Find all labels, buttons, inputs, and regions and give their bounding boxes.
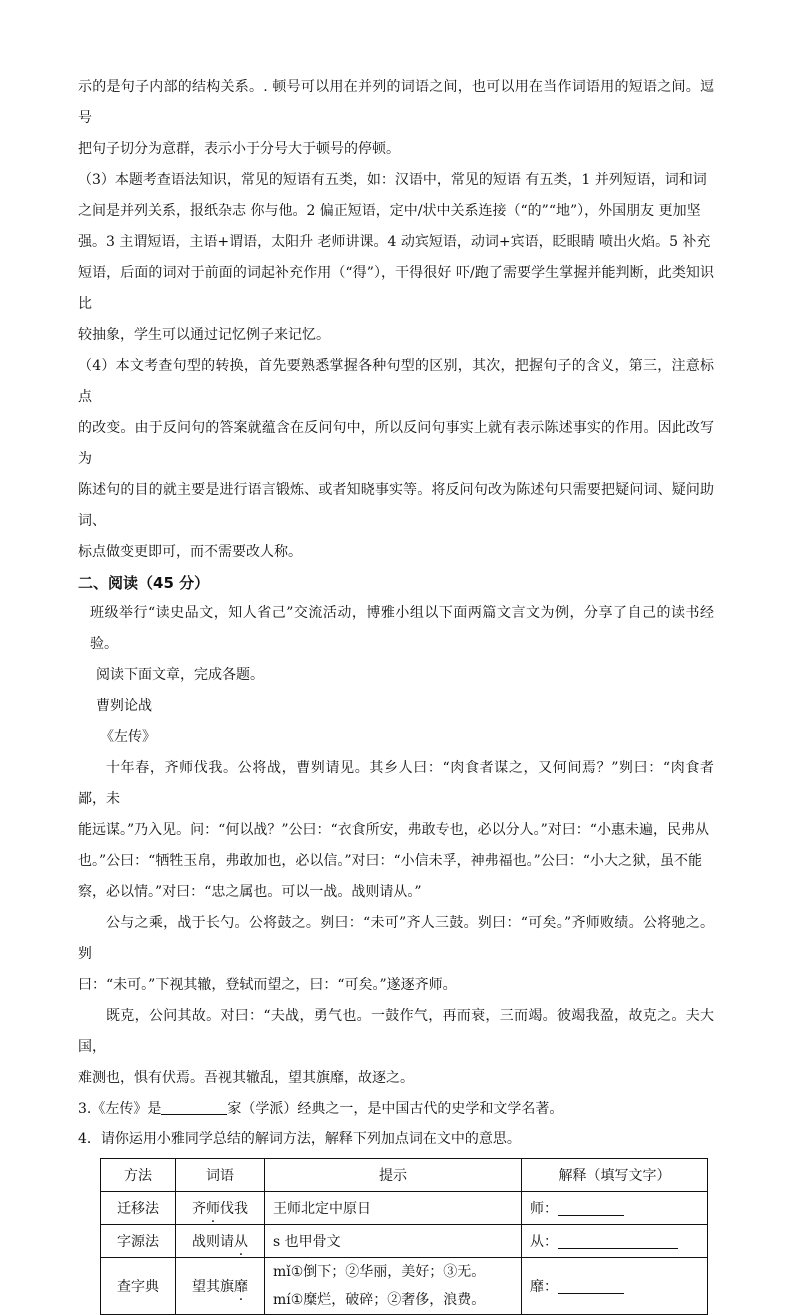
method-table [100,1158,708,1315]
analysis-line: 陈述句的目的就主要是进行语言锻炼、或者知晓事实等。将反问句改为陈述句只需要把疑问词、疑问助词、 [78,482,714,529]
section-instruction: 阅读下面文章，完成各题。 [96,667,264,683]
question-3-blank[interactable] [161,1100,227,1115]
analysis-line: 之间是并列关系，报纸杂志 你与他。2 偏正短语，定中/状中关系连接（“的”“地”），外国朋友 更加坚 [78,203,701,219]
article-line: 察，必以情。”对曰：“忠之属也。可以一战。战则请从。” [78,884,422,900]
analysis-line: 的改变。由于反问句的答案就蕴含在反问句中，所以反问句事实上就有表示陈述事实的作用。因此改写为 [78,420,714,467]
table-cell-word: 战则请从 [176,1225,265,1258]
table-row [101,1225,708,1258]
table-header: 方法 [101,1159,176,1192]
analysis-line: 短语，后面的词对于前面的词起补充作用（“得”），干得很好 吓/跑了需要学生掌握并能判断，此类知识比 [78,265,714,312]
article-title: 曹刿论战 [96,698,152,714]
article-line: 曰：“未可。”下视其辙，登轼而望之，曰：“可矣。”遂逐齐师。 [78,977,457,993]
article-line: 难测也，惧有伏焉。吾视其辙乱，望其旗靡，故逐之。 [78,1070,414,1086]
table-cell-method: 查字典 [101,1258,176,1315]
table-cell-answer[interactable]: 从： [522,1225,708,1258]
analysis-line: 示的是句子内部的结构关系。. 顿号可以用在并列的词语之间，也可以用在当作词语用的短语之间。逗号 [78,79,714,126]
article-source: 《左传》 [100,729,156,745]
question-3-suffix: 家（学派）经典之一，是中国古代的史学和文学名著。 [227,1101,564,1117]
answer-blank[interactable] [558,1234,678,1249]
section-intro: 班级举行“读史品文，知人省己”交流活动，博雅小组以下面两篇文言文为例，分享了自己的读书经验。 [90,605,714,652]
question-3-prefix: 3.《左传》是 [78,1101,162,1117]
table-header: 提示 [265,1159,522,1192]
analysis-line: 较抽象，学生可以通过记忆例子来记忆。 [78,327,330,343]
answer-blank[interactable] [558,1201,624,1216]
answer-blank[interactable] [558,1279,624,1294]
section-title: 二、阅读（45 分） [78,574,210,592]
table-header-row [101,1159,708,1192]
dotted-character: 从 [234,1234,248,1250]
table-row [101,1192,708,1225]
table-row [101,1258,708,1315]
article-line: 也。”公曰：“牺牲玉帛，弗敢加也，必以信。”对曰：“小信未孚，神弗福也。”公曰：“小大之狱，虽不能 [78,853,702,869]
article-line: 公与之乘，战于长勺。公将鼓之。刿曰：“未可”齐人三鼓。刿曰：“可矣。”齐师败绩。公将驰之。刿 [78,915,714,962]
dictionary-entry: mí①糜烂，破碎；②奢侈，浪费。 [273,1292,486,1308]
dotted-character: 师 [206,1201,220,1217]
analysis-line: 把句子切分为意群，表示小于分号大于顿号的停顿。 [78,141,400,157]
analysis-section [78,72,714,568]
table-cell-method: 字源法 [101,1225,176,1258]
table-cell-word: 齐师伐我 [176,1192,265,1225]
table-cell-word: 望其旗靡 [176,1258,265,1315]
analysis-line: 强。3 主谓短语，主语+谓语，太阳升 老师讲课。4 动宾短语，动词+宾语，眨眼睛 喷出火焰。5 补充 [78,234,711,250]
dictionary-entry: mǐ①倒下；②华丽，美好；③无。 [273,1264,486,1280]
table-cell-method: 迁移法 [101,1192,176,1225]
table-cell-hint: s 也甲骨文 [265,1225,522,1258]
article-body [78,753,714,1094]
table-cell-answer[interactable]: 师： [522,1192,708,1225]
table-cell-hint: 王师北定中原日 [265,1192,522,1225]
analysis-line: （3）本题考查语法知识，常见的短语有五类，如：汉语中，常见的短语 有五类，1 并列短语，词和词 [78,172,707,188]
table-header: 词语 [176,1159,265,1192]
article-line: 既克，公问其故。对曰：“夫战，勇气也。一鼓作气，再而衰，三而竭。彼竭我盈，故克之。夫大国， [78,1008,714,1055]
article-line: 十年春，齐师伐我。公将战，曹刿请见。其乡人曰：“肉食者谋之，又何间焉？”刿曰：“肉食者鄙，未 [78,760,714,807]
table-header: 解释（填写文字） [522,1159,708,1192]
question-3 [78,1094,714,1124]
question-4: 4．请你运用小雅同学总结的解词方法，解释下列加点词在文中的意思。 [78,1131,521,1147]
dotted-character: 靡 [234,1279,248,1295]
analysis-line: （4）本文考查句型的转换，首先要熟悉掌握各种句型的区别，其次，把握句子的含义，第三，注意标点 [78,358,714,405]
analysis-line: 标点做变更即可，而不需要改人称。 [78,544,302,560]
table-cell-hint [265,1258,522,1315]
article-line: 能远谋。”乃入见。问：“何以战？”公曰：“衣食所安，弗敢专也，必以分人。”对曰：“小惠未遍，民弗从 [78,822,709,838]
table-cell-answer[interactable]: 靡： [522,1258,708,1315]
